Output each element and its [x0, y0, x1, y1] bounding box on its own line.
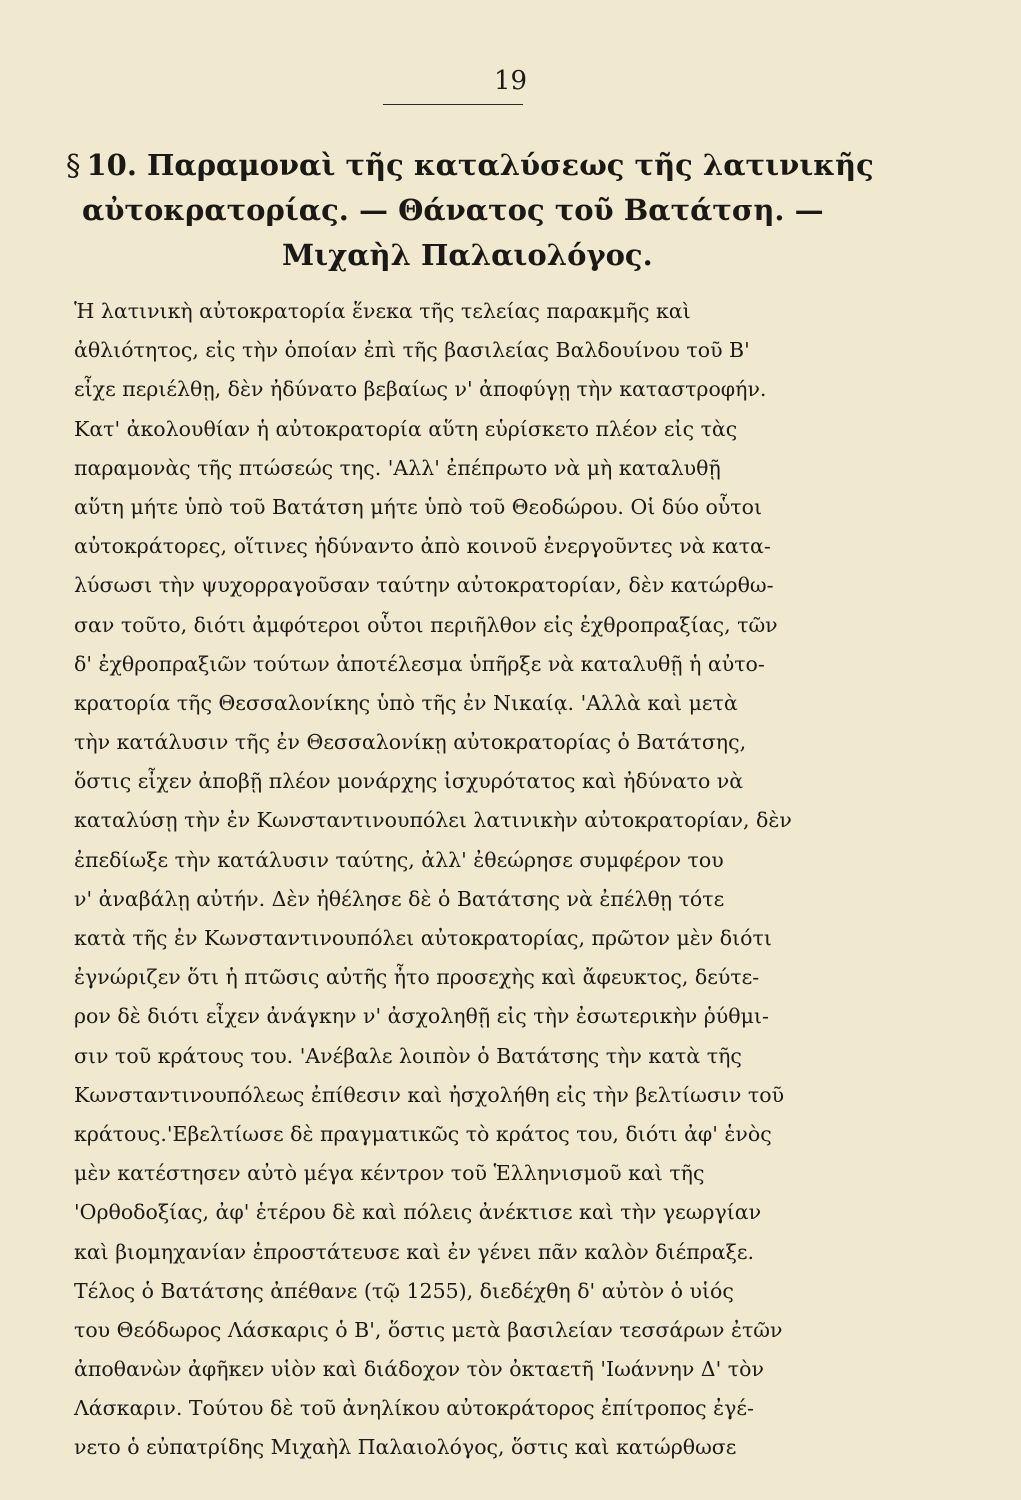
- section-sign: §: [66, 148, 81, 182]
- text-line: αὕτη μήτε ὑπὸ τοῦ Βατάτση μήτε ὑπὸ τοῦ Θεοδώρου. Οἱ δύο οὗτοι: [74, 494, 763, 519]
- text-line: τὴν κατάλυσιν τῆς ἐν Θεσσαλονίκῃ αὐτοκρατορίας ὁ Βατάτσης,: [74, 730, 747, 755]
- text-line: μὲν κατέστησεν αὐτὸ μέγα κέντρον τοῦ Ἑλληνισμοῦ καὶ τῆς: [74, 1161, 705, 1186]
- heading-line-1: [66, 143, 874, 188]
- text-line: ἐγνώριζεν ὅτι ἡ πτῶσις αὐτῆς ἦτο προσεχὴς καὶ ἄφευκτος, δεύτε-: [74, 965, 760, 990]
- text-line: Ἡ λατινικὴ αὐτοκρατορία ἕνεκα τῆς τελείας παρακμῆς καὶ: [74, 299, 691, 323]
- text-line: ἀθλιότητος, εἰς τὴν ὁποίαν ἐπὶ τῆς βασιλείας Βαλδουίνου τοῦ Β': [74, 338, 750, 363]
- heading-line-1-text: 10. Παραμοναὶ τῆς καταλύσεως τῆς λατινικῆς: [86, 148, 874, 182]
- text-line: ὅστις εἶχεν ἀποβῇ πλέον μονάρχης ἰσχυρότατος καὶ ἠδύνατο νὰ: [74, 769, 744, 794]
- page-number: 19: [493, 66, 528, 96]
- text-line: ν' ἀναβάλῃ αὐτήν. Δὲν ἠθέλησε δὲ ὁ Βατάτσης νὰ ἐπέλθῃ τότε: [74, 886, 725, 911]
- heading-line-2: αὐτοκρατορίας. — Θάνατος τοῦ Βατάτση. —: [82, 193, 824, 227]
- text-line: καταλύσῃ τὴν ἐν Κωνσταντινουπόλει λατινικὴν αὐτοκρατορίαν, δὲν: [74, 808, 792, 833]
- body-paragraph: [74, 292, 864, 1468]
- text-line: κρατορία τῆς Θεσσαλονίκης ὑπὸ τῆς ἐν Νικαίᾳ. 'Αλλὰ καὶ μετὰ: [74, 690, 738, 715]
- text-line: παραμονὰς τῆς πτώσεώς της. 'Αλλ' ἐπέπρωτο νὰ μὴ καταλυθῇ: [74, 455, 721, 480]
- text-line: ἀποθανὼν ἀφῆκεν υἱὸν καὶ διάδοχον τὸν ὀκταετῆ 'Ιωάννην Δ' τὸν: [74, 1357, 764, 1382]
- text-line: κατὰ τῆς ἐν Κωνσταντινουπόλει αὐτοκρατορίας, πρῶτον μὲν διότι: [74, 926, 772, 950]
- heading-line-3: Μιχαὴλ Παλαιολόγος.: [282, 238, 653, 272]
- header-rule: [383, 104, 523, 105]
- text-line: του Θεόδωρος Λάσκαρις ὁ Β', ὅστις μετὰ βασιλείαν τεσσάρων ἐτῶν: [74, 1317, 783, 1342]
- text-line: νετο ὁ εὐπατρίδης Μιχαὴλ Παλαιολόγος, ὅστις καὶ κατώρθωσε: [74, 1435, 737, 1460]
- text-line: 'Ορθοδοξίας, ἀφ' ἑτέρου δὲ καὶ πόλεις ἀνέκτισε καὶ τὴν γεωργίαν: [74, 1200, 762, 1225]
- text-line: Τέλος ὁ Βατάτσης ἀπέθανε (τῷ 1255), διεδέχθη δ' αὐτὸν ὁ υἱός: [74, 1278, 734, 1303]
- text-line: καὶ βιομηχανίαν ἐπροστάτευσε καὶ ἐν γένει πᾶν καλὸν διέπραξε.: [74, 1239, 754, 1264]
- text-line: κράτους.'Εβελτίωσε δὲ πραγματικῶς τὸ κράτος του, διότι ἀφ' ἑνὸς: [74, 1121, 772, 1146]
- text-line: εἶχε περιέλθῃ, δὲν ἠδύνατο βεβαίως ν' ἀποφύγῃ τὴν καταστροφήν.: [74, 377, 767, 402]
- text-line: Λάσκαριν. Τούτου δὲ τοῦ ἀνηλίκου αὐτοκράτορος ἐπίτροπος ἐγέ-: [74, 1396, 754, 1421]
- text-line: λύσωσι τὴν ψυχορραγοῦσαν ταύτην αὐτοκρατορίαν, δὲν κατώρθω-: [74, 573, 774, 598]
- text-line: αὐτοκράτορες, οἵτινες ἠδύναντο ἀπὸ κοινοῦ ἐνεργοῦντες νὰ κατα-: [74, 534, 771, 559]
- text-line: ἐπεδίωξε τὴν κατάλυσιν ταύτης, ἀλλ' ἐθεώρησε συμφέρον του: [74, 847, 724, 872]
- text-line: σαν τοῦτο, διότι ἀμφότεροι οὗτοι περιῆλθον εἰς ἐχθροπραξίας, τῶν: [74, 612, 778, 637]
- section-heading: [66, 143, 874, 278]
- text-line: Κατ' ἀκολουθίαν ἡ αὐτοκρατορία αὕτη εὑρίσκετο πλέον εἰς τὰς: [74, 416, 738, 441]
- text-line: σιν τοῦ κράτους του. 'Ανέβαλε λοιπὸν ὁ Βατάτσης τὴν κατὰ τῆς: [74, 1043, 742, 1068]
- text-line: ρον δὲ διότι εἶχεν ἀνάγκην ν' ἀσχοληθῇ εἰς τὴν ἐσωτερικὴν ῥύθμι-: [74, 1004, 769, 1029]
- text-line: Κωνσταντινουπόλεως ἐπίθεσιν καὶ ἠσχολήθη εἰς τὴν βελτίωσιν τοῦ: [74, 1082, 785, 1107]
- text-line: δ' ἐχθροπραξιῶν τούτων ἀποτέλεσμα ὑπῆρξε νὰ καταλυθῇ ἡ αὐτο-: [74, 651, 765, 676]
